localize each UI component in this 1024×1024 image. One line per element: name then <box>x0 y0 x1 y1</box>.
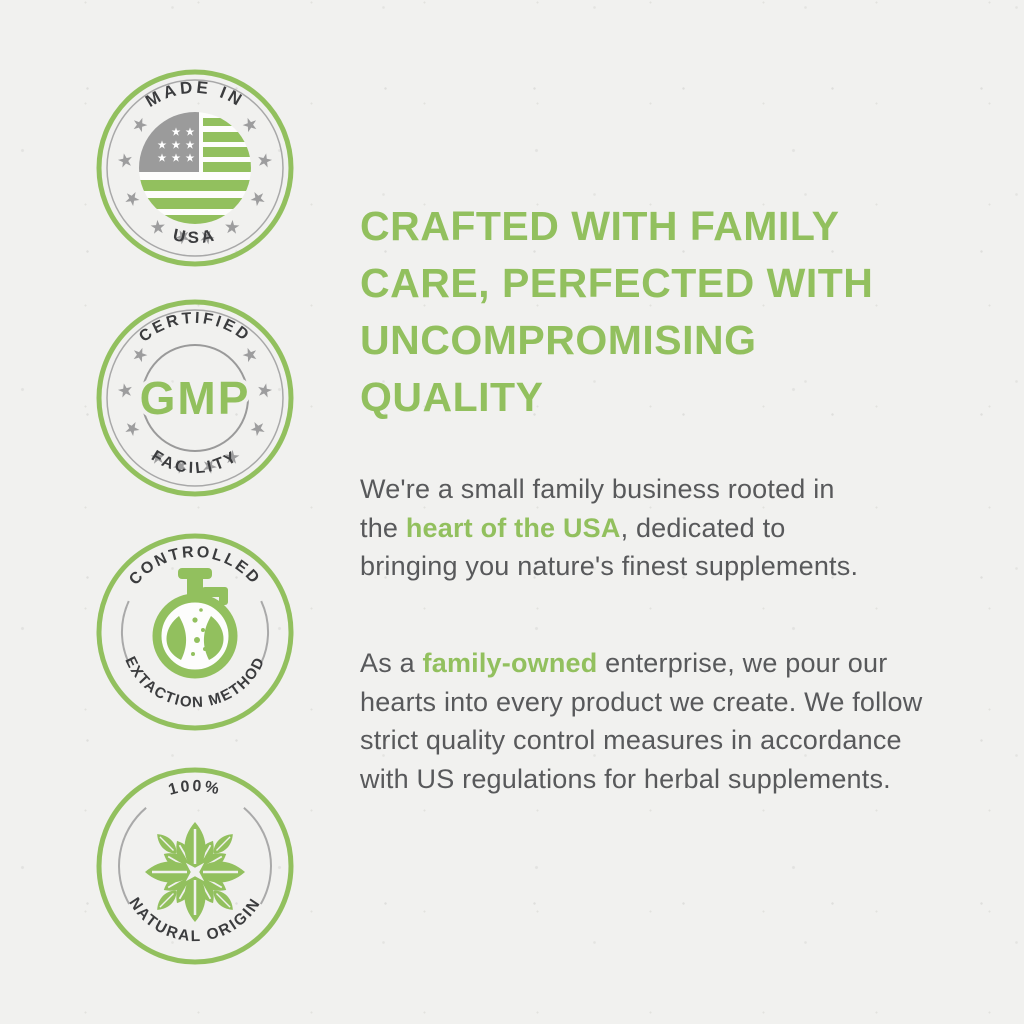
heading-line-1: CRAFTED WITH FAMILY <box>360 203 840 249</box>
intro-text-after: , dedicated to bringing you nature's finest supplements. <box>360 512 859 581</box>
quality-paragraph <box>360 644 925 798</box>
usa-flag-icon <box>139 112 251 227</box>
intro-paragraph <box>360 470 865 586</box>
badge-controlled-extraction <box>99 536 291 728</box>
heading-line-3: UNCOMPROMISING <box>360 317 757 363</box>
badge1-top-text: MADE IN <box>142 77 248 112</box>
intro-highlight: heart of the USA <box>405 512 621 543</box>
badge2-bottom-text: FACILITY <box>148 447 242 478</box>
intro-text-before: We're a small family business rooted in the <box>360 474 835 543</box>
badge-natural-origin <box>99 770 291 962</box>
quality-text-before: As a <box>360 648 423 678</box>
flask-leaves-icon <box>157 568 233 674</box>
badge3-top-text: CONTROLLED <box>126 543 264 589</box>
page-title <box>360 198 1000 426</box>
badge3-bottom-text: EXTACTION METHOD <box>121 653 269 712</box>
badge-certified-gmp <box>99 302 291 494</box>
gmp-text: GMP <box>139 372 251 424</box>
badge4-bottom-text: NATURAL ORIGIN <box>125 894 265 946</box>
badge-made-in-usa <box>99 72 291 264</box>
badge2-top-text: CERTIFIED <box>136 309 254 346</box>
heading-line-2: CARE, PERFECTED WITH <box>360 260 874 306</box>
leaf-rosette-icon <box>145 822 245 922</box>
heading-line-4: QUALITY <box>360 374 544 420</box>
quality-text-after: enterprise, we pour our hearts into every product we create. We follow strict quality control measures in accordance with US regulations for herbal supplements. <box>360 648 923 794</box>
badge-column <box>0 0 390 1024</box>
badge4-top-text: 100% <box>166 777 224 799</box>
badge1-bottom-text: USA <box>171 225 219 247</box>
quality-highlight: family-owned <box>422 648 598 678</box>
